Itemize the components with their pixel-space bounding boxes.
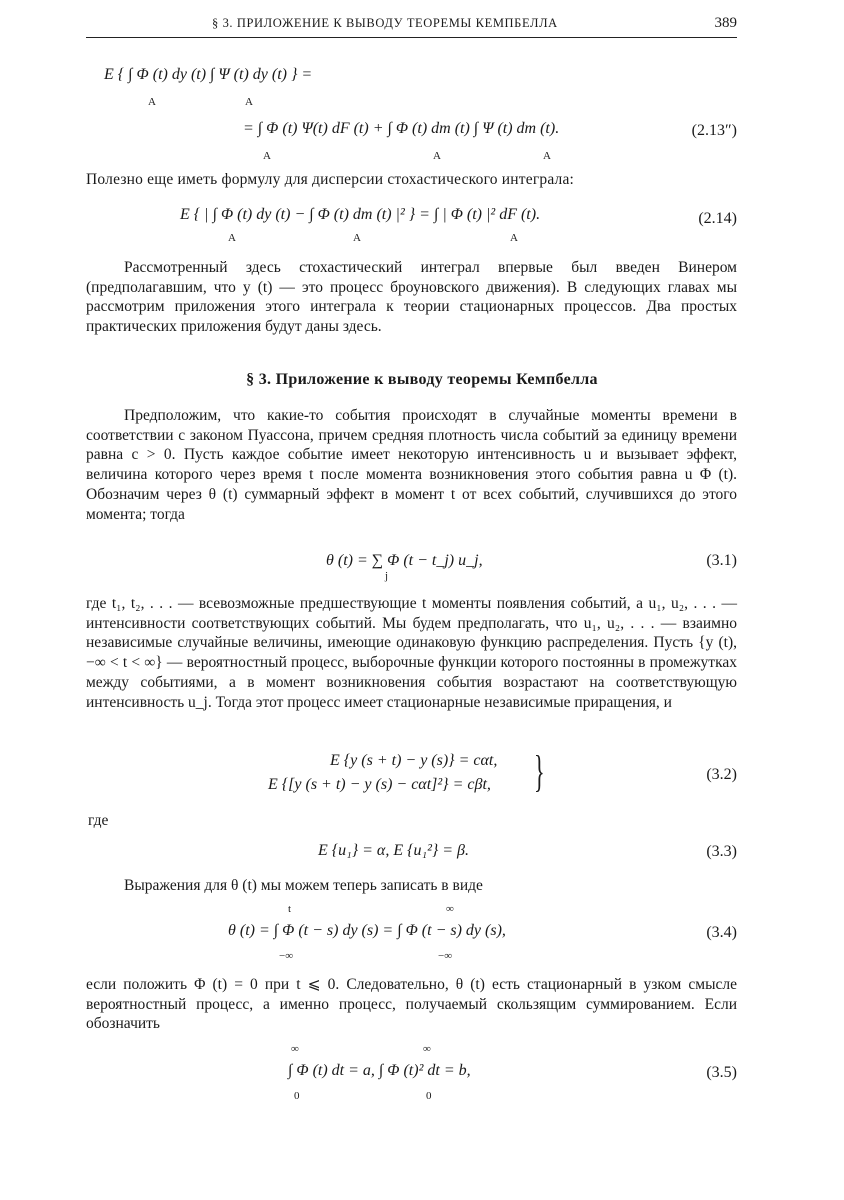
- equation-2-13-number: (2.13″): [691, 122, 737, 139]
- eq-213-limit-a5: A: [543, 150, 551, 162]
- paragraph-wiener: Рассмотренный здесь стохастический интеграл впервые был введен Винером (предполагавшим, что y (t) — это процесс броуновского движения). В следующих главах мы рассмотрим приложения этого интеграла к теории стационарных процессов. Два простых практических приложения будут даны здесь.: [86, 259, 737, 336]
- running-head: § 3. ПРИЛОЖЕНИЕ К ВЫВОДУ ТЕОРЕМЫ КЕМПБЕЛЛА: [212, 16, 558, 30]
- eq-34-lower-limit-2: −∞: [438, 950, 453, 962]
- equation-3-1: θ (t) = ∑ Φ (t − t_j) u_j,: [326, 552, 483, 569]
- eq-32-right-brace: }: [534, 747, 545, 796]
- eq-213-limit-a1: A: [148, 96, 156, 108]
- paragraph-poisson: Предположим, что какие-то события происходят в случайные моменты времени в соответствии с законом Пуассона, причем средняя плотность числа событий за единицу времени равна c > 0. Пусть каждое событие имеет некоторую интенсивность u и вызывает эффект, величина которого через время t после момента возникновения этого события равна u Φ (t). Обозначим через θ (t) суммарный эффект в момент t от всех событий, случившихся до этого момента; тогда: [86, 407, 737, 523]
- eq-35-upper-limit-1: ∞: [291, 1043, 299, 1055]
- eq-213-limit-a3: A: [263, 150, 271, 162]
- equation-2-13-line1: E { ∫ Φ (t) dy (t) ∫ Ψ (t) dy (t) } =: [104, 66, 313, 83]
- section-title: § 3. Приложение к выводу теоремы Кемпбелла: [246, 371, 598, 388]
- eq-31-sum-index: j: [385, 570, 389, 582]
- paragraph-where: где t₁, t₂, . . . — всевозможные предшествующие t моменты появления событий, а u₁, u₂, . . . — интенсивности соответствующих событий. Мы будем предполагать, что u₁, u₂, . . . — взаимно независимые случайные величины, имеющие одинаковую функцию распределения. Пусть {y (t), −∞ < t < ∞} — вероятностный процесс, выборочные функции которого постоянны в промежутках между событиями, а в момент возникновения события возрастают на соответствующую интенсивность u_j. Тогда этот процесс имеет стационарные независимые приращения, и: [86, 595, 737, 711]
- equation-3-2-number: (3.2): [706, 766, 737, 783]
- eq-214-limit-a1: A: [228, 232, 236, 244]
- eq-35-upper-limit-2: ∞: [423, 1043, 431, 1055]
- equation-2-14-number: (2.14): [698, 210, 737, 227]
- word-gde: где: [88, 812, 109, 829]
- equation-3-4: θ (t) = ∫ Φ (t − s) dy (s) = ∫ Φ (t − s) dy (s),: [228, 922, 506, 939]
- paragraph-if-set: если положить Φ (t) = 0 при t ⩽ 0. Следовательно, θ (t) есть стационарный в узком смысле вероятностный процесс, а именно процесс, получаемый скользящим суммированием. Если обозначить: [86, 976, 737, 1033]
- eq-34-upper-limit-t: t: [288, 903, 292, 915]
- paragraph-expressions: Выражения для θ (t) мы можем теперь записать в виде: [124, 877, 483, 894]
- equation-3-3-number: (3.3): [706, 843, 737, 860]
- equation-3-5-number: (3.5): [706, 1064, 737, 1081]
- paragraph-dispersion: Полезно еще иметь формулу для дисперсии стохастического интеграла:: [86, 171, 575, 188]
- eq-213-limit-a2: A: [245, 96, 253, 108]
- header-rule: [86, 37, 737, 38]
- equation-2-13-line2: = ∫ Φ (t) Ψ(t) dF (t) + ∫ Φ (t) dm (t) ∫ Ψ (t) dm (t).: [243, 120, 560, 137]
- equation-2-14: E { | ∫ Φ (t) dy (t) − ∫ Φ (t) dm (t) |² } = ∫ | Φ (t) |² dF (t).: [180, 206, 541, 223]
- eq-213-limit-a4: A: [433, 150, 441, 162]
- eq-35-lower-limit-2: 0: [426, 1090, 432, 1102]
- equation-3-4-number: (3.4): [706, 924, 737, 941]
- eq-35-lower-limit-1: 0: [294, 1090, 300, 1102]
- eq-34-lower-limit-1: −∞: [279, 950, 294, 962]
- equation-3-5: ∫ Φ (t) dt = a, ∫ Φ (t)² dt = b,: [288, 1062, 471, 1079]
- equation-3-1-number: (3.1): [706, 552, 737, 569]
- equation-3-2-line2: E {[y (s + t) − y (s) − cαt]²} = cβt,: [268, 776, 491, 793]
- eq-214-limit-a3: A: [510, 232, 518, 244]
- eq-34-upper-limit-inf: ∞: [446, 903, 454, 915]
- eq-214-limit-a2: A: [353, 232, 361, 244]
- equation-3-3: E {u₁} = α, E {u₁²} = β.: [318, 842, 470, 859]
- equation-3-2-line1: E {y (s + t) − y (s)} = cαt,: [330, 752, 498, 769]
- page-number: 389: [714, 15, 737, 31]
